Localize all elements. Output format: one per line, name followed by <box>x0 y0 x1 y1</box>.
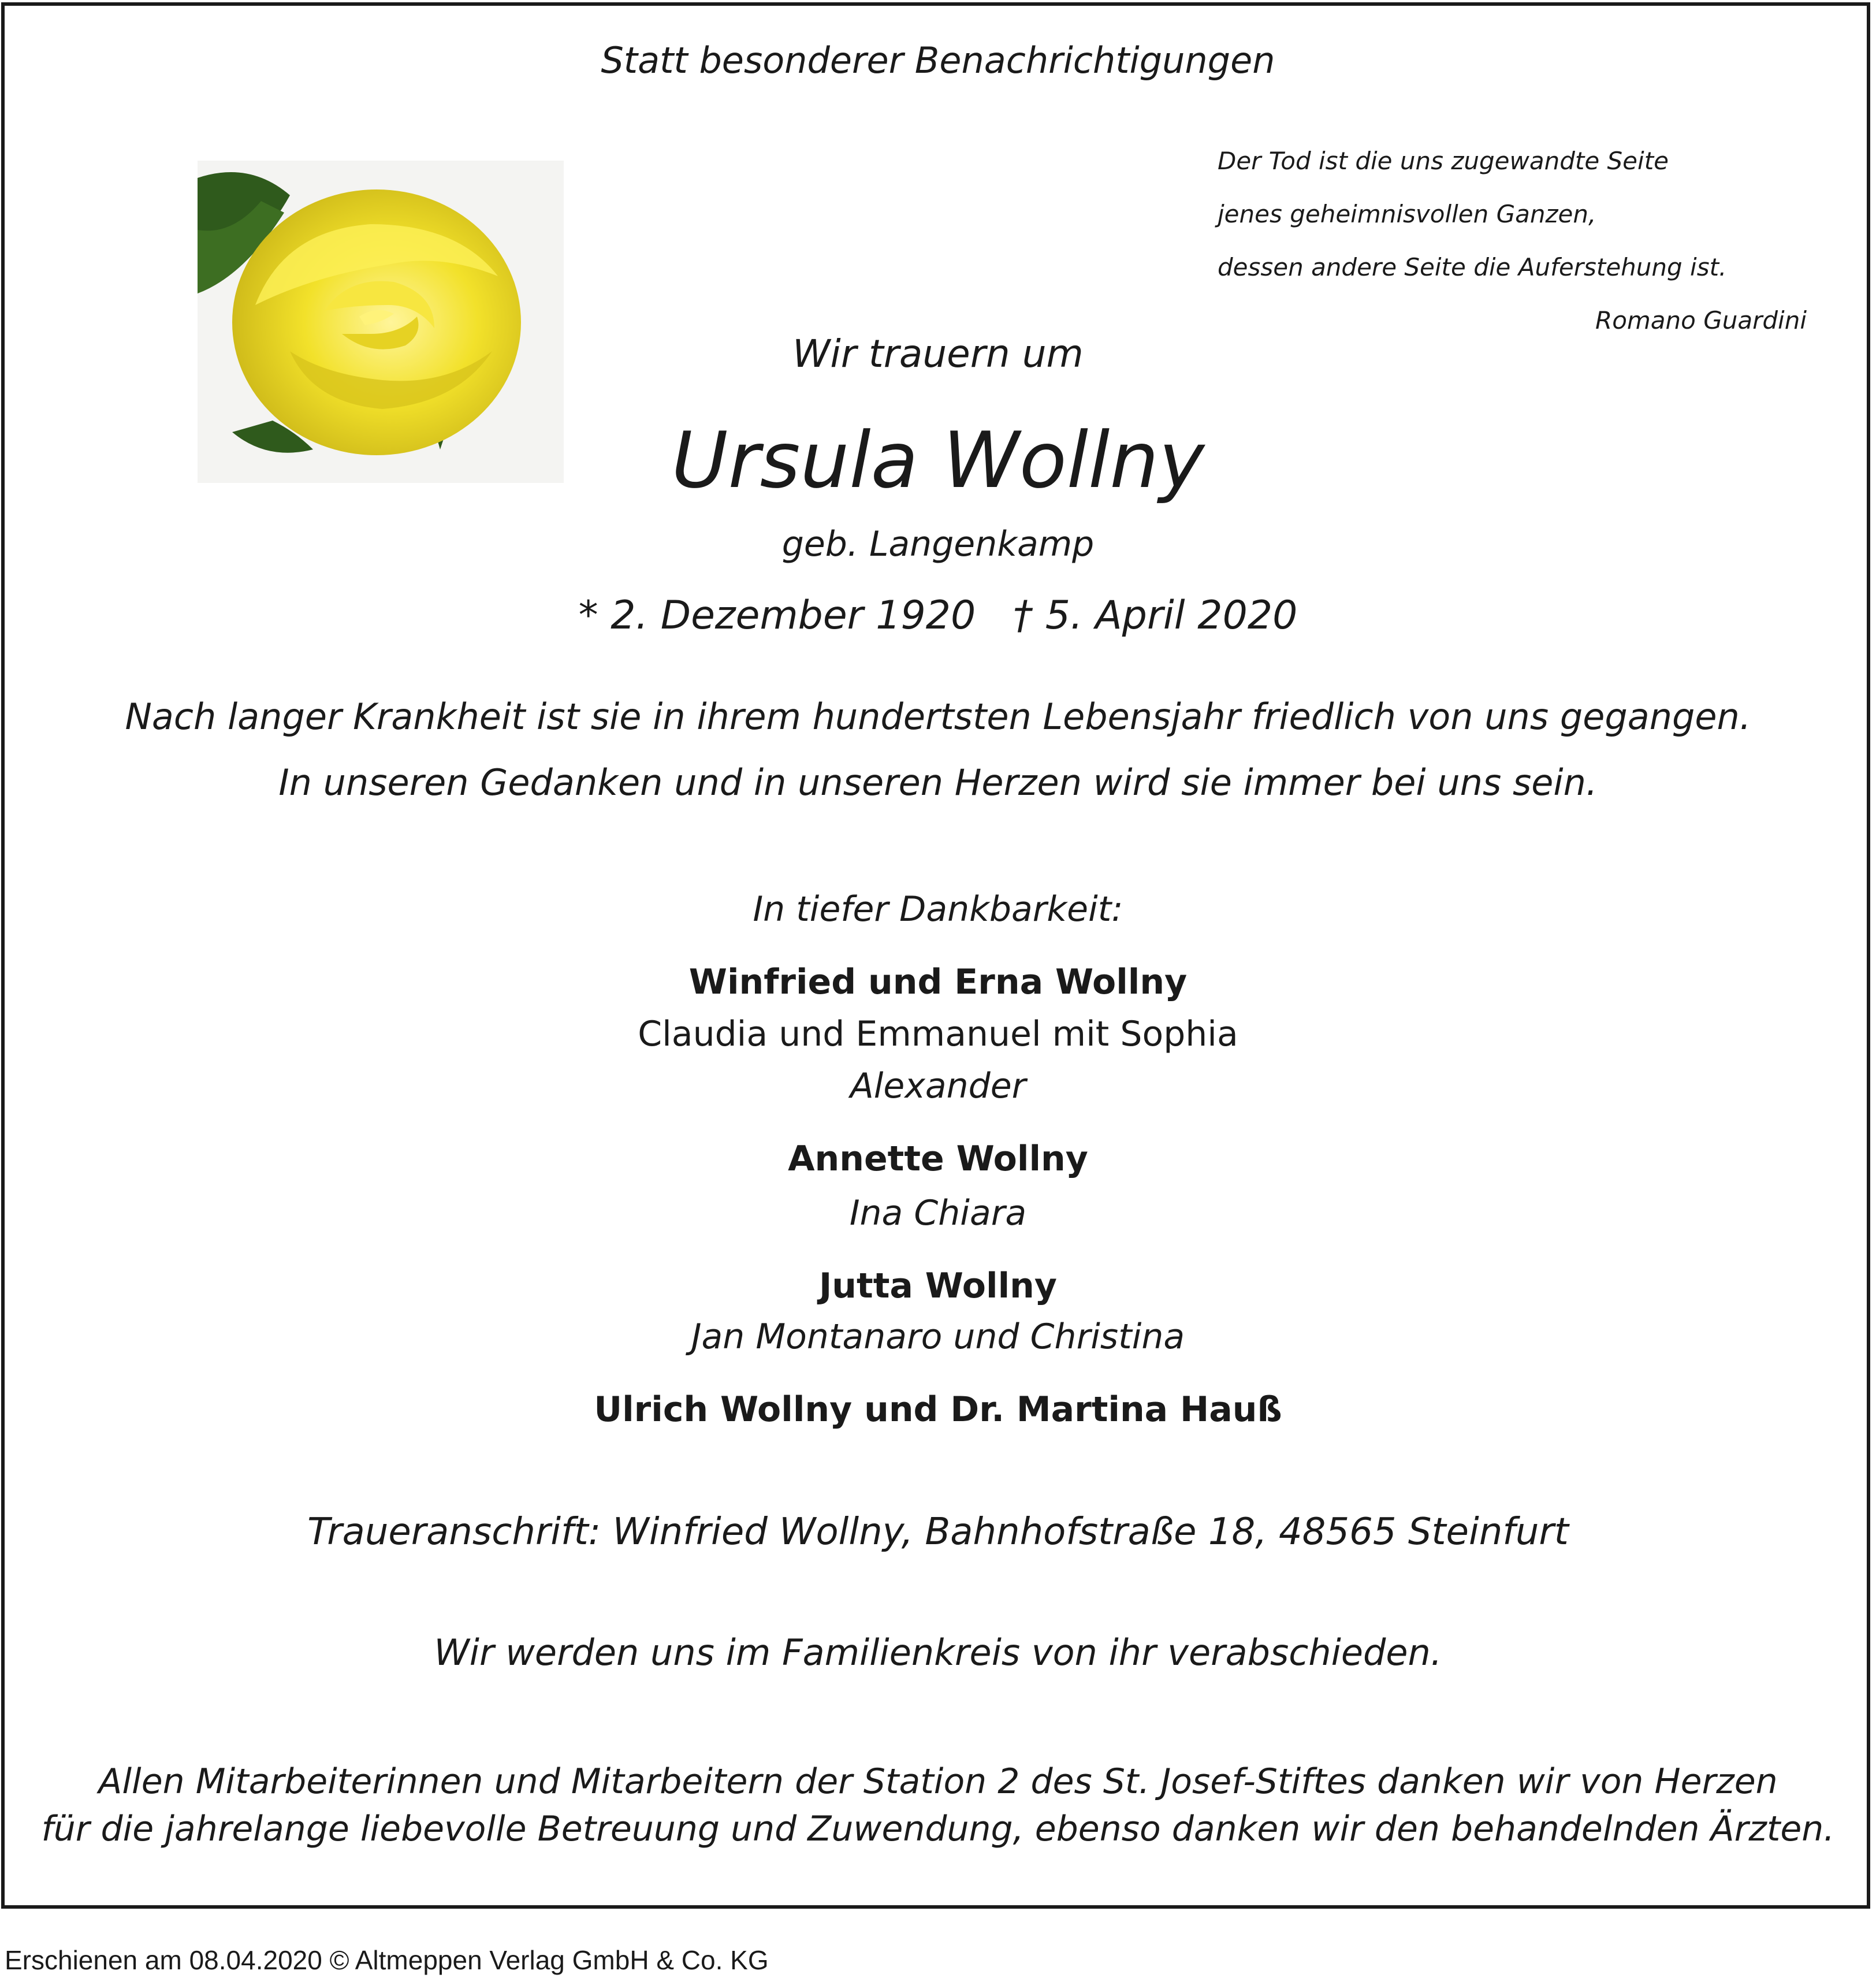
quote-line-2: jenes geheimnisvollen Ganzen, <box>1218 200 1596 228</box>
family-group-4-name: Ulrich Wollny und Dr. Martina Hauß <box>594 1389 1282 1430</box>
mourning-address: Traueranschrift: Winfried Wollny, Bahnhofstraße 18, 48565 Steinfurt <box>307 1511 1569 1553</box>
family-group-2-member-1: Ina Chiara <box>849 1193 1027 1233</box>
family-group-1-member-1: Claudia und Emmanuel mit Sophia <box>638 1014 1238 1054</box>
life-dates: * 2. Dezember 1920 † 5. April 2020 <box>578 593 1298 638</box>
intro-text: Wir trauern um <box>792 332 1084 376</box>
publication-footer: Erschienen am 08.04.2020 © Altmeppen Verlag GmbH & Co. KG <box>5 1945 769 1975</box>
message-line-1: Nach langer Krankheit ist sie in ihrem hundertsten Lebensjahr friedlich von uns gegangen. <box>125 696 1751 738</box>
family-group-2-name: Annette Wollny <box>788 1139 1088 1179</box>
thanks-line-1: Allen Mitarbeiterinnen und Mitarbeitern der Station 2 des St. Josef-Stiftes danken wir von Herzen <box>98 1761 1778 1802</box>
family-group-3-member-1: Jan Montanaro und Christina <box>691 1317 1185 1357</box>
message-line-2: In unseren Gedanken und in unseren Herzen wird sie immer bei uns sein. <box>278 761 1598 804</box>
family-group-1-name: Winfried und Erna Wollny <box>688 962 1188 1002</box>
gratitude-heading: In tiefer Dankbarkeit: <box>753 889 1123 929</box>
family-group-3-name: Jutta Wollny <box>818 1266 1057 1306</box>
family-group-1-member-2: Alexander <box>850 1066 1026 1106</box>
deceased-name: Ursula Wollny <box>671 415 1205 505</box>
quote-author: Romano Guardini <box>1595 306 1807 334</box>
farewell-text: Wir werden uns im Familienkreis von ihr verabschieden. <box>434 1631 1442 1674</box>
header-text: Statt besonderer Benachrichtigungen <box>601 39 1275 81</box>
birth-name: geb. Langenkamp <box>781 524 1095 564</box>
quote-line-1: Der Tod ist die uns zugewandte Seite <box>1218 147 1669 175</box>
quote-line-3: dessen andere Seite die Auferstehung ist. <box>1218 253 1727 281</box>
thanks-line-2: für die jahrelange liebevolle Betreuung und Zuwendung, ebenso danken wir den behandelnden Ärzten. <box>41 1809 1835 1849</box>
